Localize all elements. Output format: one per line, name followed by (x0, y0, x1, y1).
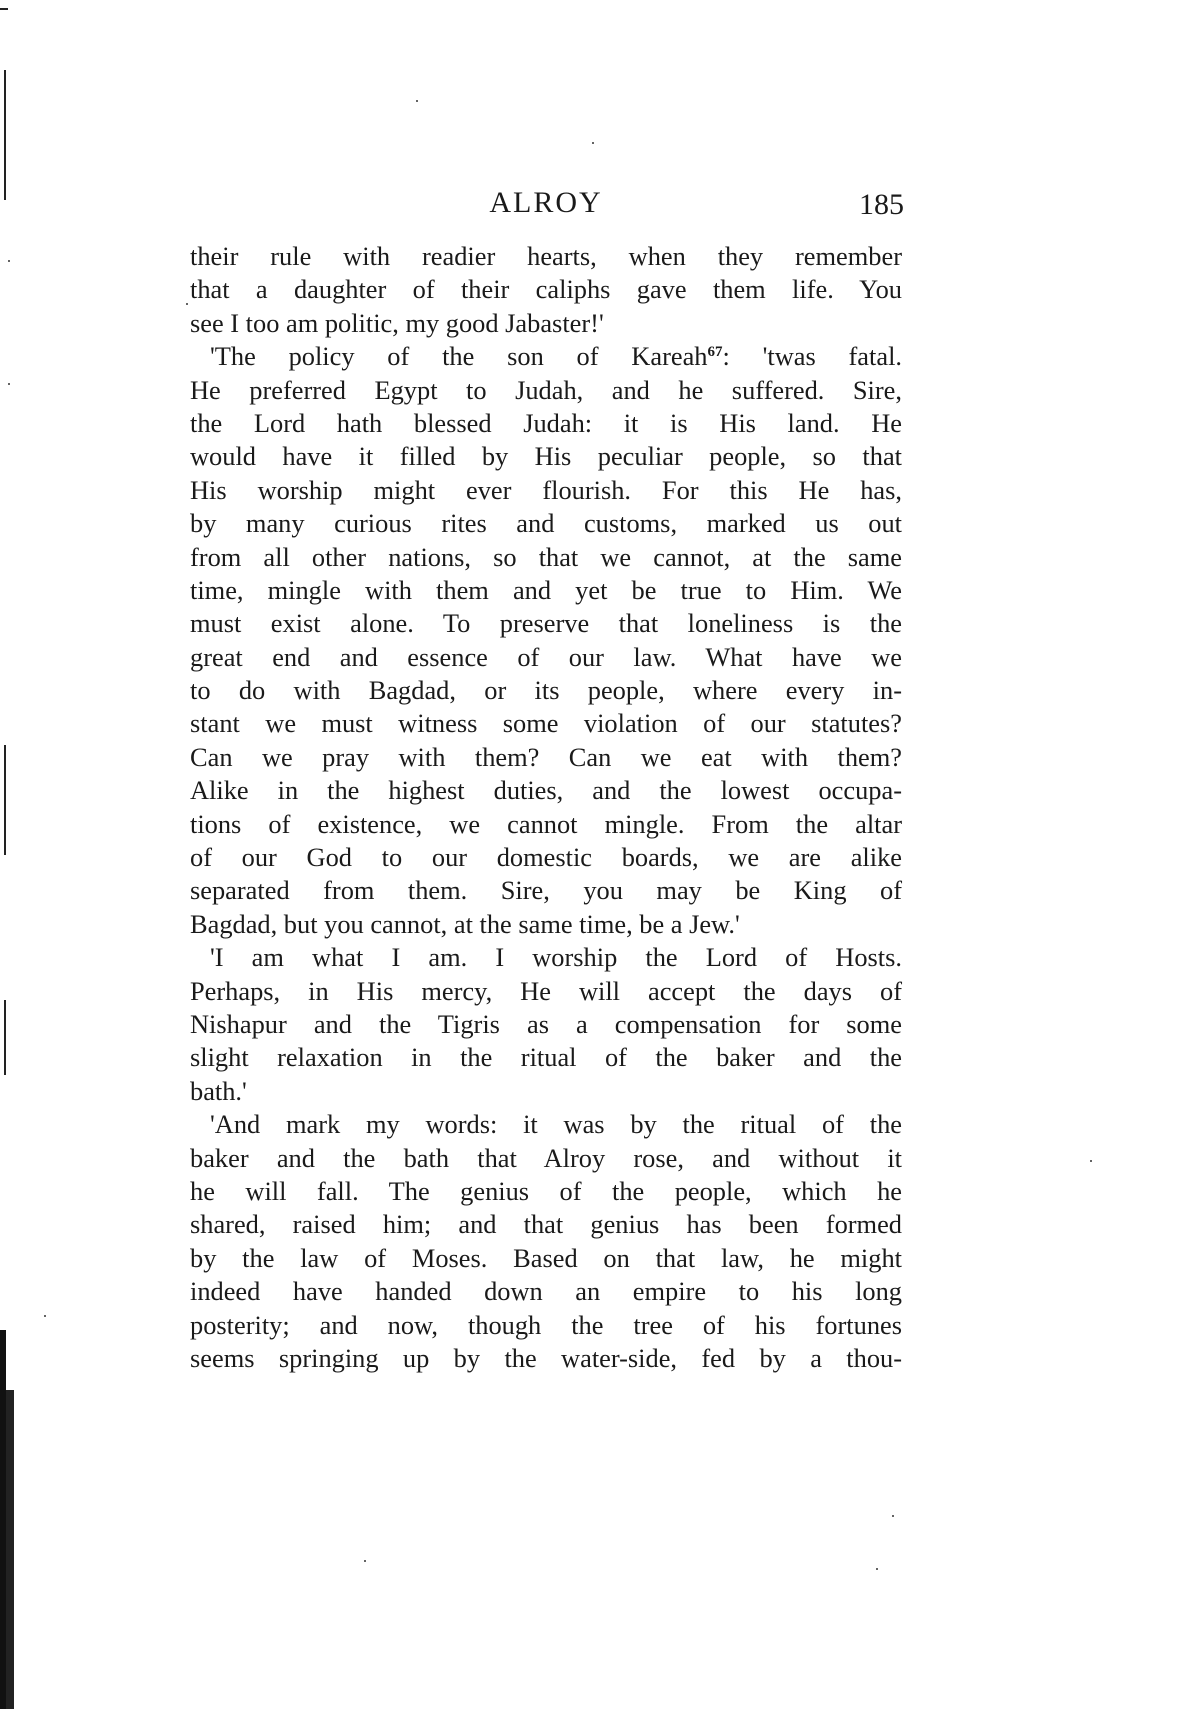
text-line (190, 707, 902, 740)
text-line-content: 'And mark my words: it was by the ritual of the (210, 1109, 902, 1140)
scan-margin-line (0, 8, 8, 10)
page-header (190, 186, 902, 230)
text-line (190, 1075, 902, 1108)
text-line-content: His worship might ever flourish. For this He has, (190, 474, 902, 505)
text-line-content: by the law of Moses. Based on that law, he might (190, 1242, 902, 1273)
text-line (190, 1309, 902, 1342)
scan-speck (186, 303, 188, 305)
text-line-content: He preferred Egypt to Judah, and he suffered. Sire, (190, 374, 902, 405)
text-line (190, 507, 902, 540)
text-line (190, 741, 902, 774)
scan-speck (1090, 1160, 1092, 1162)
text-line (190, 808, 902, 841)
text-line (190, 273, 902, 306)
book-page (190, 186, 902, 1375)
text-line-content: Alike in the highest duties, and the lowest occupa- (190, 775, 902, 806)
text-line (190, 474, 902, 507)
scan-speck (416, 100, 418, 102)
text-line (190, 1108, 902, 1141)
scan-speck (876, 1568, 878, 1570)
text-line-content: 'I am what I am. I worship the Lord of Hosts. (210, 942, 902, 973)
text-line (190, 407, 902, 440)
text-line-content: great end and essence of our law. What have we (190, 641, 902, 672)
body-text (190, 240, 902, 1375)
text-line (190, 774, 902, 807)
text-line-content: their rule with readier hearts, when they remember (190, 241, 902, 271)
text-line (190, 674, 902, 707)
text-line (190, 1342, 902, 1375)
text-line (190, 307, 902, 340)
text-line (190, 240, 902, 273)
scan-margin-line (4, 70, 6, 200)
text-line-content: by many curious rites and customs, marked us out (190, 508, 902, 539)
text-line-content: posterity; and now, though the tree of his fortunes (190, 1309, 902, 1340)
text-line (190, 975, 902, 1008)
text-line (190, 1041, 902, 1074)
text-line-content: Perhaps, in His mercy, He will accept the days of (190, 975, 902, 1006)
text-line (190, 908, 902, 941)
text-line-content: time, mingle with them and yet be true to Him. We (190, 574, 902, 605)
text-line-content: bath.' (190, 1075, 247, 1106)
text-line-continuation: : 'twas fatal. (722, 341, 903, 372)
text-line-content: must exist alone. To preserve that loneliness is the (190, 608, 902, 639)
scan-speck (592, 142, 594, 144)
text-line (190, 340, 902, 373)
scan-speck (364, 1560, 366, 1562)
text-line-content: Can we pray with them? Can we eat with them? (190, 741, 902, 772)
scan-margin-line (4, 1000, 6, 1075)
scan-speck (44, 1315, 46, 1317)
page-number: 185 (859, 188, 904, 221)
text-line (190, 1008, 902, 1041)
footnote-marker: 67 (707, 344, 723, 361)
text-line (190, 641, 902, 674)
text-line-content: see I too am politic, my good Jabaster!' (190, 307, 604, 338)
text-line-content: separated from them. Sire, you may be King of (190, 875, 902, 906)
text-line-content: that a daughter of their caliphs gave them life. You (190, 274, 902, 305)
text-line (190, 1175, 902, 1208)
scan-speck (892, 1515, 894, 1517)
text-line (190, 1242, 902, 1275)
text-line (190, 941, 902, 974)
text-line-content: the Lord hath blessed Judah: it is His land. He (190, 407, 902, 438)
text-line-content: Bagdad, but you cannot, at the same time, be a Jew.' (190, 908, 740, 939)
scan-speck (8, 383, 10, 385)
scan-edge-shadow (6, 1390, 14, 1709)
text-line-content: 'The policy of the son of Kareah (210, 341, 708, 372)
text-line-content: to do with Bagdad, or its people, where every in- (190, 675, 902, 706)
text-line-content: stant we must witness some violation of our statutes? (190, 708, 902, 739)
text-line-content: seems springing up by the water-side, fed by a thou- (190, 1342, 902, 1373)
scan-speck (8, 260, 10, 262)
text-line-content: Nishapur and the Tigris as a compensation for some (190, 1008, 902, 1039)
text-line (190, 607, 902, 640)
text-line (190, 541, 902, 574)
text-line-content: he will fall. The genius of the people, which he (190, 1175, 902, 1206)
text-line (190, 440, 902, 473)
scan-margin-line (4, 745, 6, 855)
text-line-content: baker and the bath that Alroy rose, and without it (190, 1142, 902, 1173)
text-line (190, 1275, 902, 1308)
text-line-content: shared, raised him; and that genius has been formed (190, 1209, 902, 1240)
text-line-content: of our God to our domestic boards, we are alike (190, 842, 902, 873)
text-line (190, 874, 902, 907)
text-line (190, 574, 902, 607)
running-title: ALROY (489, 186, 603, 219)
text-line-content: from all other nations, so that we cannot, at the same (190, 541, 902, 572)
text-line-content: would have it filled by His peculiar people, so that (190, 441, 902, 472)
text-line (190, 841, 902, 874)
text-line (190, 1208, 902, 1241)
text-line-content: slight relaxation in the ritual of the baker and the (190, 1042, 902, 1073)
text-line (190, 374, 902, 407)
text-line-content: indeed have handed down an empire to his long (190, 1276, 902, 1307)
text-line-content: tions of existence, we cannot mingle. From the altar (190, 808, 902, 839)
text-line (190, 1142, 902, 1175)
